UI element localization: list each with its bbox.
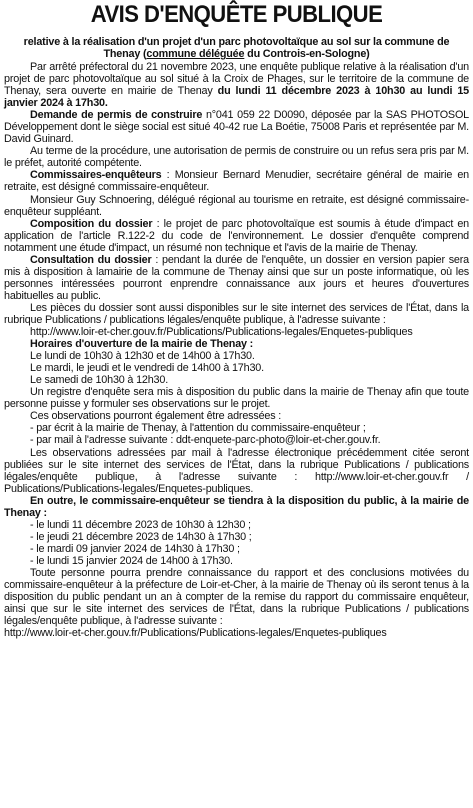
paragraph-procedure: Au terme de la procédure, une autorisation de permis de construire ou un refus sera pris par M. le préfet, autorité compétente. — [4, 145, 469, 170]
paragraph-observations-mail: Les observations adressées par mail à l'adresse électronique précédemment citée seront publiées sur le site internet des services de l'État, dans la rubrique Publications / publications légales/enquête publique, à l'adresse suivante : http://www.loir-et-cher.gouv.fr / Publications/Publications-legales/Enquetes-publiques. — [4, 446, 469, 495]
permanence-item: - le lundi 15 janvier 2024 de 14h00 à 17h30. — [30, 554, 233, 567]
composition-text: : le projet de parc photovoltaïque est soumis à étude d'impact en application de l'article R.122-2 du code de l'environnement. Le dossier d'enquête comprend notamment une étude d'impact, un résumé non technique et l'avis de la mairie de Thenay. — [4, 217, 470, 254]
notice-subtitle — [4, 36, 469, 60]
paragraph-consultation — [4, 254, 469, 302]
hours-item: Le lundi de 10h30 à 12h30 et de 14h00 à 17h30. — [30, 350, 255, 363]
observation-method-item: - par écrit à la mairie de Thenay, à l'attention du commissaire-enquêteur ; — [30, 422, 366, 435]
permanence-item: - le mardi 09 janvier 2024 de 14h30 à 17h30 ; — [30, 542, 240, 555]
paragraph-permanences-heading — [4, 495, 469, 519]
composition-heading: Composition du dossier — [30, 217, 153, 230]
consultation-text: : pendant la durée de l'enquête, un dossier en version papier sera mis à disposition à lamairie de la commune de Thenay ainsi que sur un poste informatique, où les personnes intéressées pourront enprendre connaissance aux jours et heures d'ouvertures habituelles au public. — [4, 253, 469, 302]
enquete-dates: du lundi 11 décembre 2023 à 10h30 au lundi 15 janvier 2024 à 17h30 — [4, 85, 469, 110]
hours-heading-colon: : — [246, 338, 254, 351]
arrete-end: . — [104, 97, 108, 110]
paragraph-permis — [4, 109, 469, 145]
hours-heading: Horaires d'ouverture de la mairie de Thenay — [30, 338, 247, 351]
permanence-item: - le jeudi 21 décembre 2023 de 14h30 à 17h30 ; — [30, 530, 252, 543]
subtitle-text-2: du Controis-en-Sologne) — [244, 48, 370, 60]
notice-title: AVIS D'ENQUÊTE PUBLIQUE — [90, 1, 383, 28]
hours-heading-line — [4, 338, 469, 350]
permis-heading: Demande de permis de construire — [30, 109, 203, 122]
paragraph-observations: Ces observations pourront également être adressées : — [30, 410, 282, 423]
paragraph-arrete — [4, 61, 469, 109]
permanences-heading: En outre, le commissaire-enquêteur se tiendra à la disposition du public, à la mairie de Thenay — [4, 494, 469, 519]
subtitle-underlined-text: commune déléguée — [146, 48, 245, 60]
commissaires-text: : Monsieur Bernard Menudier, secrétaire général de mairie en retraite, est désigné commissaire-enquêteur. — [4, 169, 469, 194]
paragraph-pieces: Les pièces du dossier sont aussi disponibles sur le site internet des services de l'État, dans la rubrique Publications / publications légales/enquête publique, à l'adresse suivante : — [4, 301, 469, 326]
paragraph-rapport: Toute personne pourra prendre connaissance du rapport et des conclusions motivées du commissaire-enquêteur à la préfecture de Loir-et-Cher, à la mairie de Thenay où ils seront tenus à la disposition du public pendant un an à compter de la remise du rapport du commissaire enquêteur, ainsi que sur le site internet des services de l'État, dans la rubrique Publications / publications légales/enquête publique, à l'adresse suivante : — [4, 566, 469, 628]
arrete-text: Par arrêté préfectoral du 21 novembre 2023, une enquête publique relative à la réalisation d'un projet de parc photovoltaïque au sol situé à la Croix de Phages, sur le territoire de la commune de Thenay, sera ouverte en mairie de Thenay — [4, 61, 469, 98]
commissaires-heading: Commissaires-enquêteurs — [30, 169, 162, 182]
paragraph-composition — [4, 218, 469, 254]
hours-item: Le samedi de 10h30 à 12h30. — [30, 374, 169, 387]
observation-method-item: - par mail à l'adresse suivante : ddt-enquete-parc-photo@loir-et-cher.gouv.fr. — [30, 434, 381, 447]
permanence-item: - le lundi 11 décembre 2023 de 10h30 à 12h30 ; — [30, 518, 251, 531]
consultation-heading: Consultation du dossier — [30, 253, 152, 266]
url-enquetes-publiques-link-2[interactable]: http://www.loir-et-cher.gouv.fr/Publications/Publications-legales/Enquetes-publiques — [4, 627, 387, 640]
permanences-colon: : — [40, 506, 47, 519]
permis-text: n°041 059 22 D0090, déposée par la SAS PHOTOSOL Développement dont le siège social est situé 40-42 rue La Boétie, 75008 Paris et représentée par M. David Guinard. — [4, 109, 469, 146]
hours-item: Le mardi, le jeudi et le vendredi de 14h00 à 17h30. — [30, 362, 264, 375]
paragraph-commissaires — [4, 169, 469, 193]
url-enquetes-publiques-link[interactable]: http://www.loir-et-cher.gouv.fr/Publications/Publications-legales/Enquetes-publiques — [30, 326, 413, 339]
subtitle-text-1: relative à la réalisation d'un projet d'un parc photovoltaïque au sol sur la commune de Thenay ( — [23, 36, 450, 60]
paragraph-registre: Un registre d'enquête sera mis à disposition du public dans la mairie de Thenay afin que toute personne puisse y formuler ses observations sur le projet. — [4, 386, 469, 411]
paragraph-suppleant: Monsieur Guy Schnoering, délégué régional au tourisme en retraite, est désigné commissaire-enquêteur suppléant. — [4, 193, 469, 218]
